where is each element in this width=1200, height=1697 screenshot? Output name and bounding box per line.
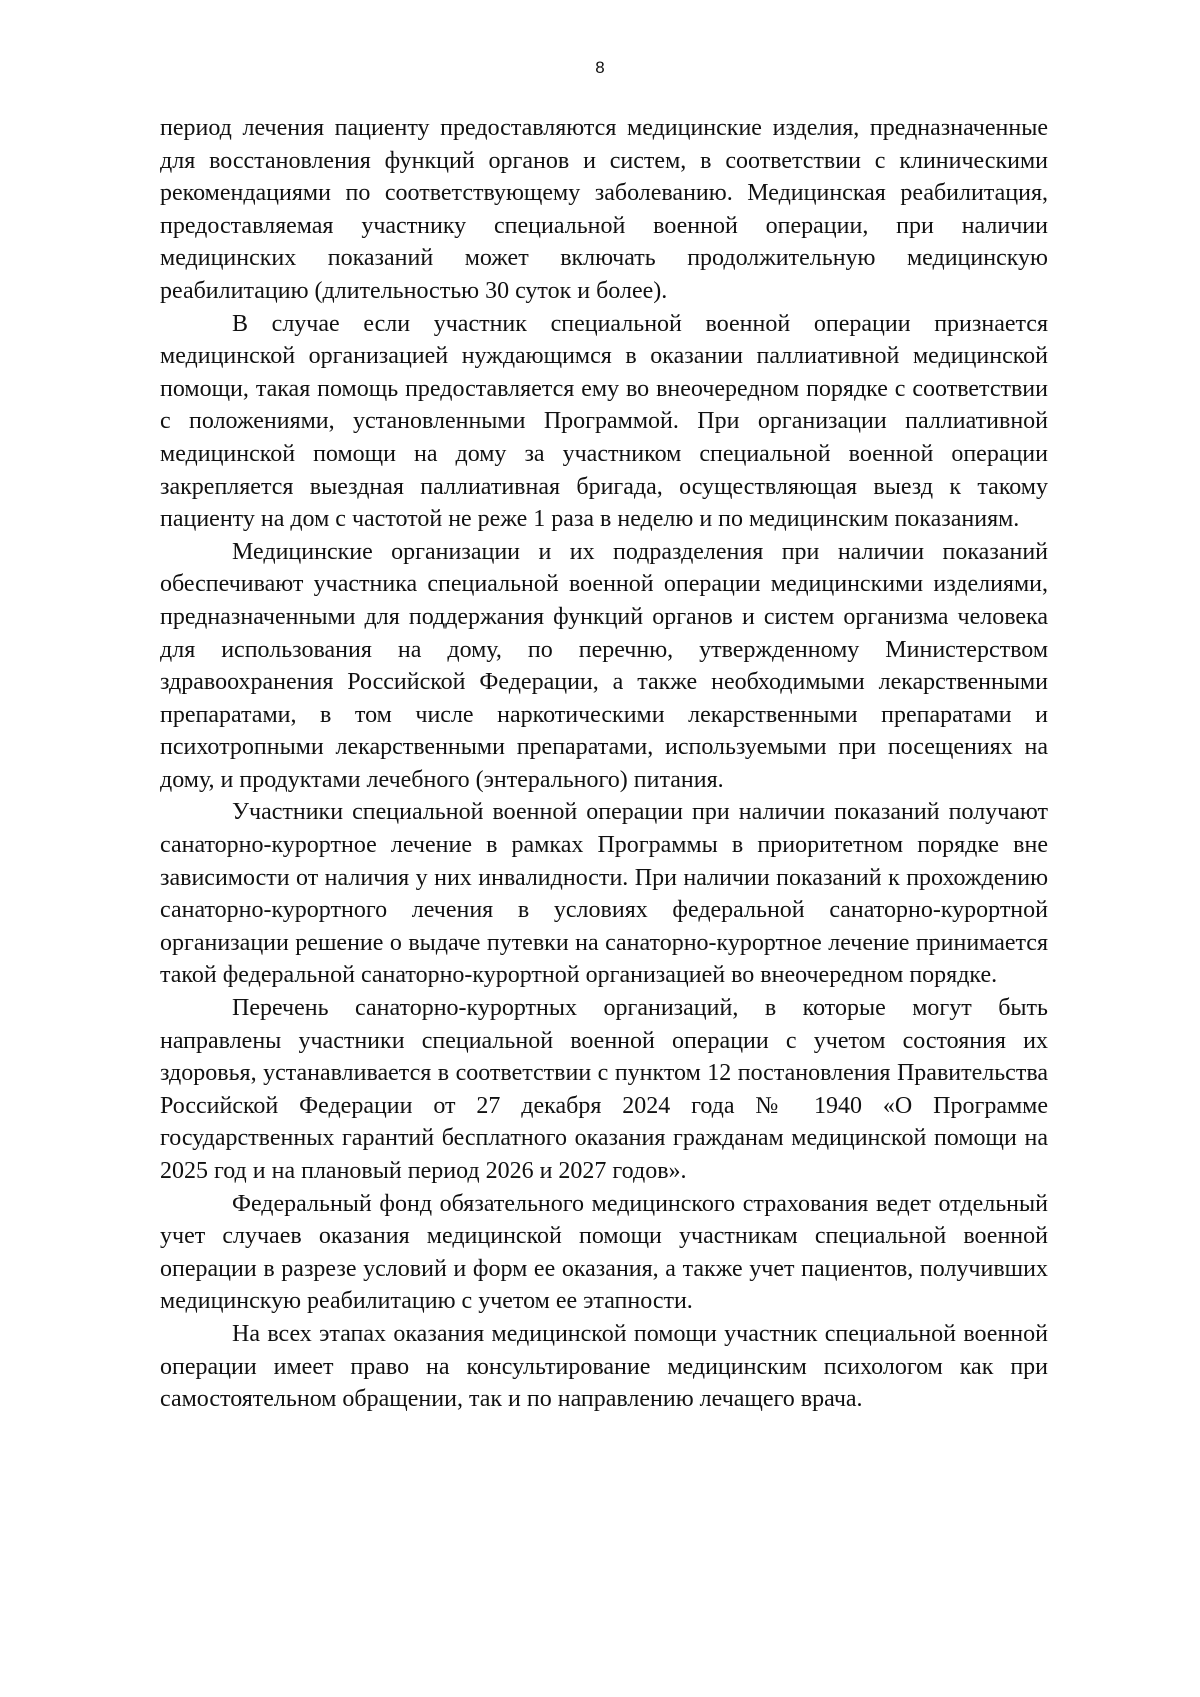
paragraph-6: Федеральный фонд обязательного медицинского страхования ведет отдельный учет случаев оказания медицинской помощи участникам специальной военной операции в разрезе условий и форм ее оказания, а также учет пациентов, получивших медицинскую реабилитацию с учетом ее этапности. <box>160 1190 1048 1315</box>
paragraph-1: период лечения пациенту предоставляются медицинские изделия, предназначенные для восстановления функций органов и систем, в соответствии с клиническими рекомендациями по соответствующему заболеванию. Медицинская реабилитация, предоставляемая участнику специальной военной операции, при наличии медицинских показаний может включать продолжительную медицинскую реабилитацию (длительностью 30 суток и более). <box>160 115 1048 304</box>
paragraph-3: Медицинские организации и их подразделения при наличии показаний обеспечивают участника специальной военной операции медицинскими изделиями, предназначенными для поддержания функций органов и систем организма человека для использования на дому, по перечню, утвержденному Министерством здравоохранения Российской Федерации, а также необходимыми лекарственными препаратами, в том числе наркотическими лекарственными препаратами и психотропными лекарственными препаратами, используемыми при посещениях на дому, и продуктами лечебного (энтерального) питания. <box>160 538 1048 793</box>
paragraph-7: На всех этапах оказания медицинской помощи участник специальной военной операции имеет право на консультирование медицинским психологом как при самостоятельном обращении, так и по направлению лечащего врача. <box>160 1320 1048 1413</box>
paragraph-4: Участники специальной военной операции при наличии показаний получают санаторно-курортное лечение в рамках Программы в приоритетном порядке вне зависимости от наличия у них инвалидности. При наличии показаний к прохождению санаторно-курортного лечения в условиях федеральной санаторно-курортной организации решение о выдаче путевки на санаторно-курортное лечение принимается такой федеральной санаторно-курортной организацией во внеочередном порядке. <box>160 799 1048 989</box>
page-number: 8 <box>595 58 605 77</box>
paragraph-5: Перечень санаторно-курортных организаций, в которые могут быть направлены участники специальной военной операции с учетом состояния их здоровья, устанавливается в соответствии с пунктом 12 постановления Правительства Российской Федерации от 27 декабря 2024 года № 1940 «О Программе государственных гарантий бесплатного оказания гражданам медицинской помощи на 2025 год и на плановый период 2026 и 2027 годов». <box>160 995 1048 1184</box>
paragraph-2: В случае если участник специальной военной операции признается медицинской организацией нуждающимся в оказании паллиативной медицинской помощи, такая помощь предоставляется ему во внеочередном порядке с соответствии с положениями, установленными Программой. При организации паллиативной медицинской помощи на дому за участником специальной военной операции закрепляется выездная паллиативная бригада, осуществляющая выезд к такому пациенту на дом с частотой не реже 1 раза в неделю и по медицинским показаниям. <box>160 310 1048 533</box>
document-body <box>160 112 1048 1416</box>
